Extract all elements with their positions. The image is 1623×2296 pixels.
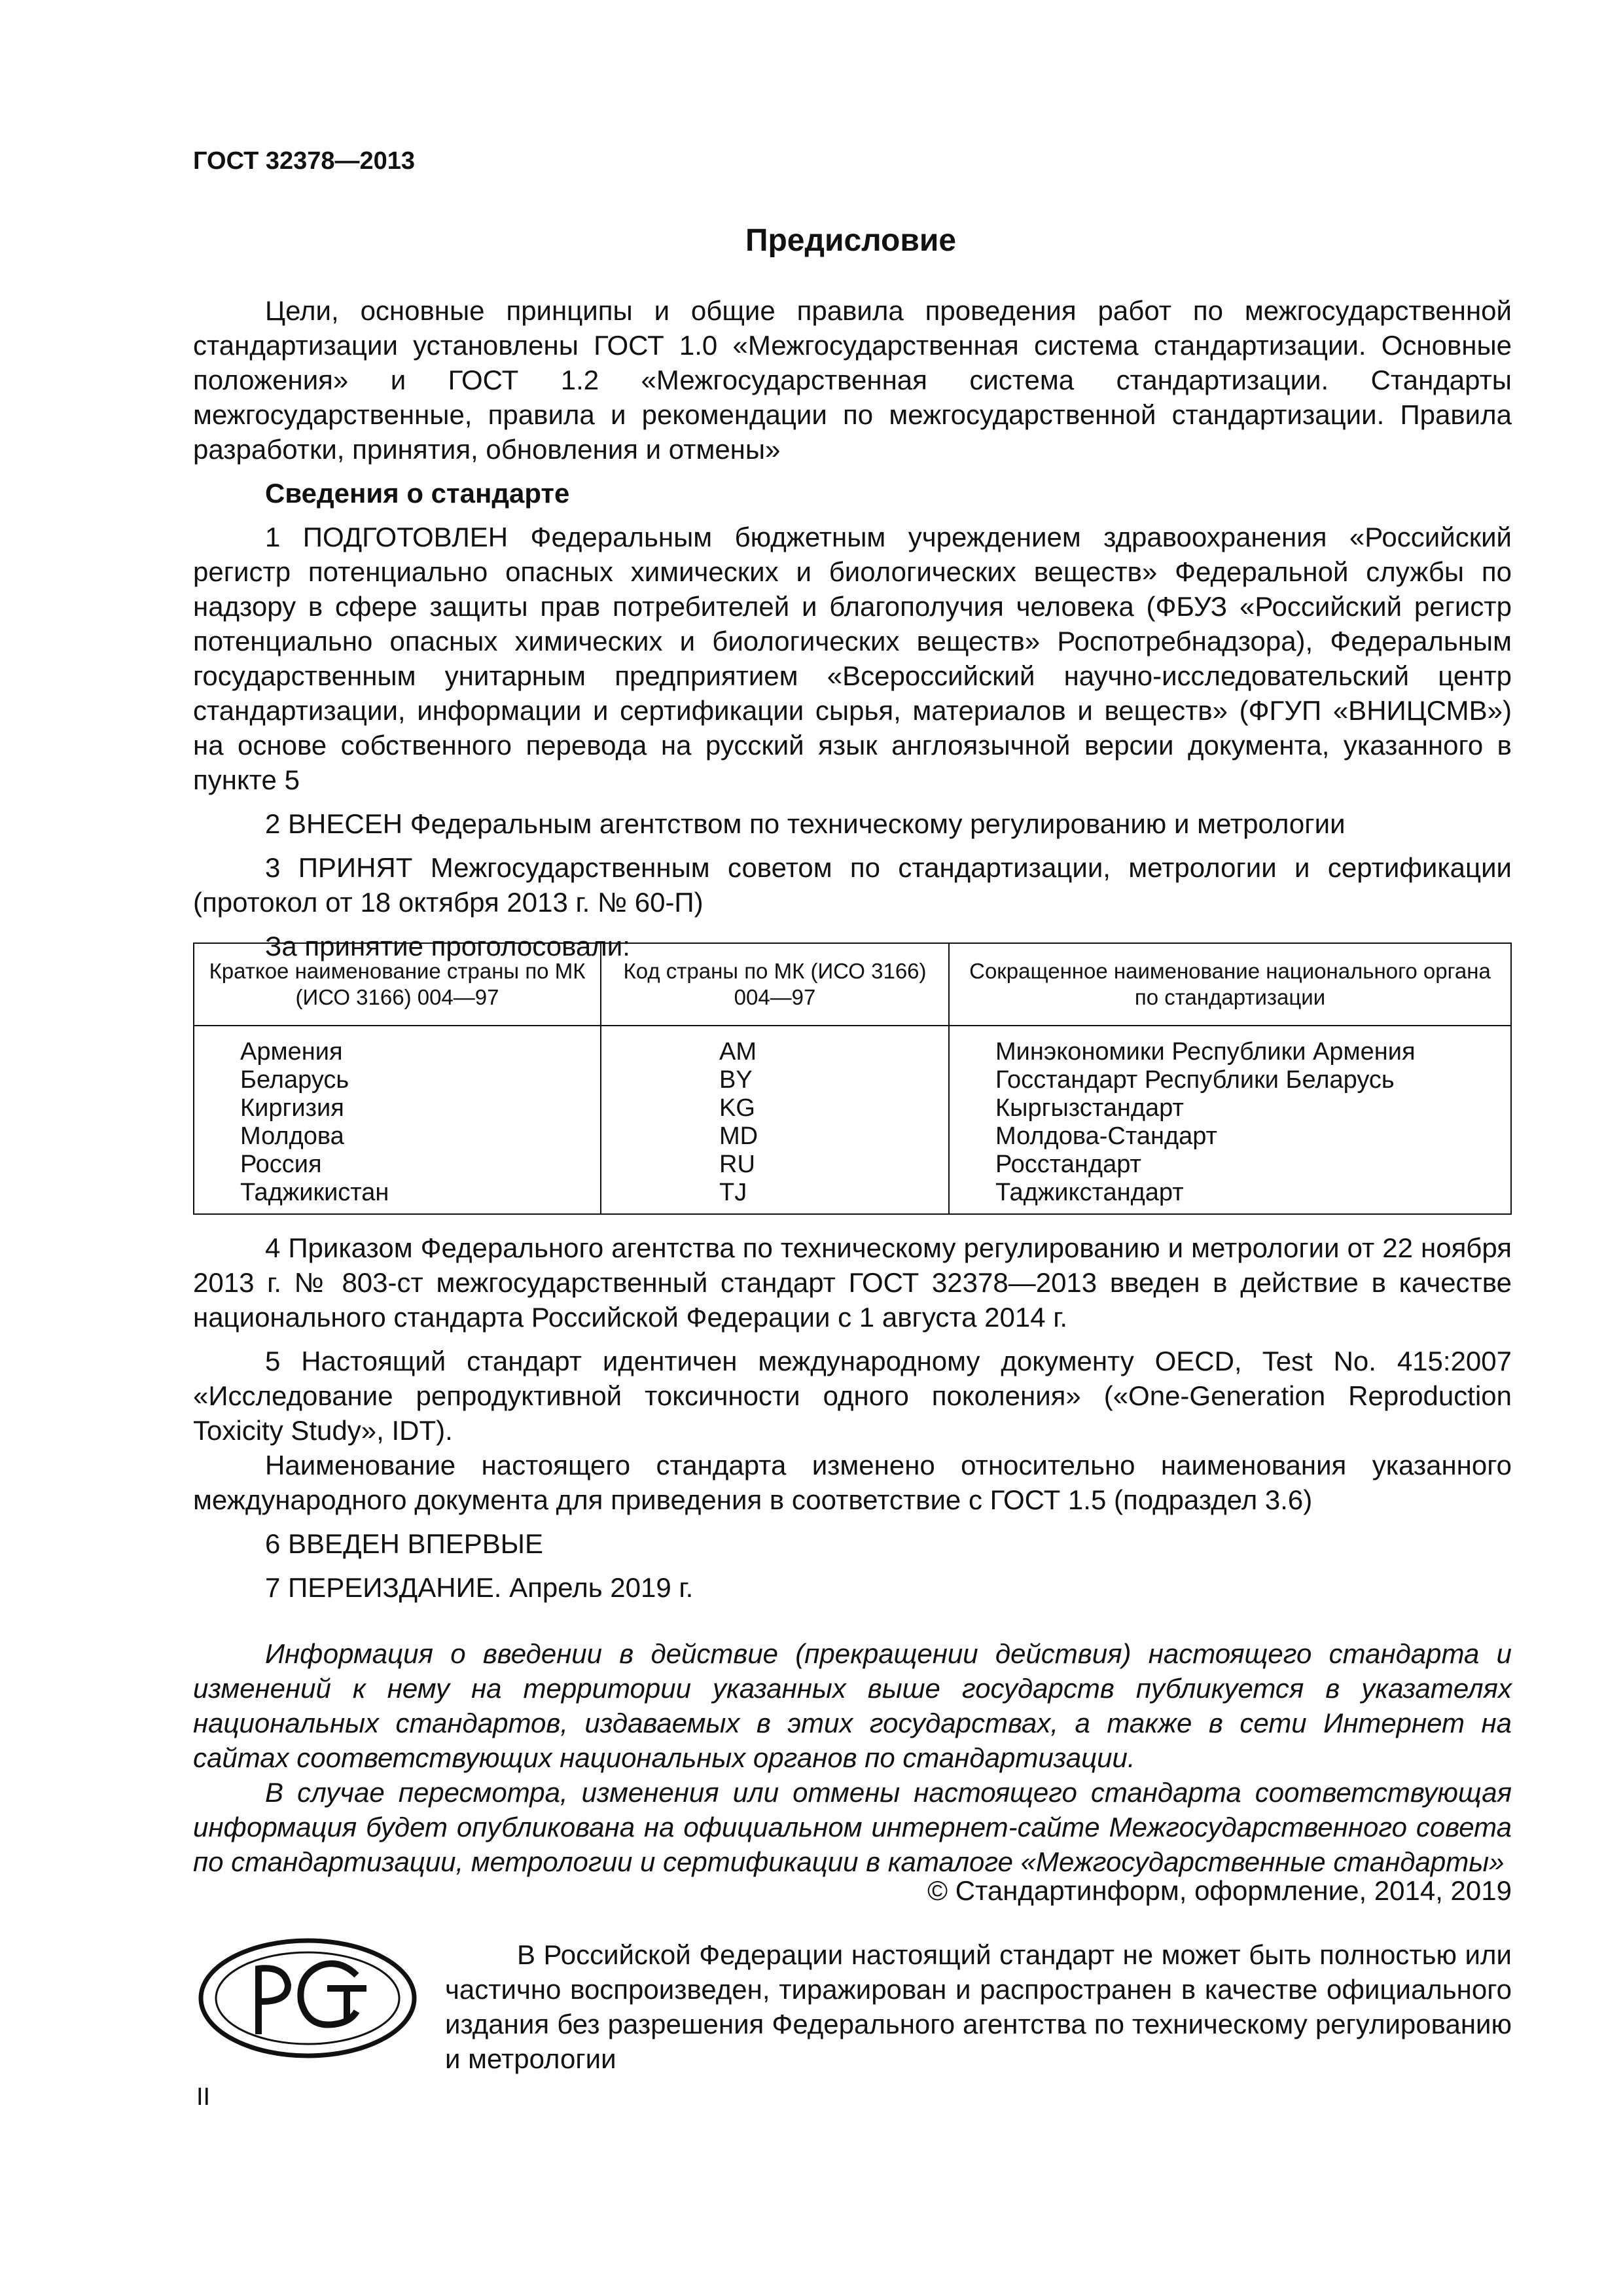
- body-cell: Кыргызстандарт: [995, 1094, 1184, 1122]
- header-code: Код страны по МК (ИСО 3166) 004—97: [601, 943, 949, 1026]
- item-3-paragraph: 3 ПРИНЯТ Межгосударственным советом по стандартизации, метрологии и сертификации (протокол от 18 октября 2013 г. № 60-П): [193, 852, 1512, 918]
- page-title: Предисловие: [745, 223, 957, 258]
- code-cell: MD: [719, 1122, 758, 1150]
- item-7-paragraph: 7 ПЕРЕИЗДАНИЕ. Апрель 2019 г.: [265, 1572, 694, 1603]
- body-cell: Таджикстандарт: [995, 1179, 1184, 1206]
- item-4-paragraph: 4 Приказом Федерального агентства по техническому регулированию и метрологии от 22 ноября 2013 г. № 803-ст межгосударственный стандарт ГОСТ 32378—2013 введен в действие в качестве национального стандарта Российской Федерации с 1 августа 2014 г.: [193, 1232, 1512, 1333]
- country-cell: Молдова: [240, 1122, 344, 1150]
- item-6-paragraph: 6 ВВЕДЕН ВПЕРВЫЕ: [265, 1528, 543, 1559]
- section-heading: Сведения о стандарте: [265, 478, 570, 509]
- code-cell: TJ: [719, 1179, 747, 1206]
- country-cell: Беларусь: [240, 1066, 349, 1094]
- pct-mark-icon: [196, 1936, 419, 2060]
- code-cell: RU: [719, 1151, 755, 1178]
- code-cell: BY: [719, 1066, 753, 1094]
- country-cell: Таджикистан: [240, 1179, 389, 1206]
- info-paragraph: Информация о введении в действие (прекращении действия) настоящего стандарта и изменений к нему на территории указанных выше государств публикуется в указателях национальных стандартов, издаваемых в этих государствах, а также в сети Интернет на сайтах соответствующих национальных органов по стандартизации.: [193, 1638, 1512, 1773]
- body-cell: Госстандарт Республики Беларусь: [995, 1066, 1395, 1094]
- header-country: Краткое наименование страны по МК (ИСО 3166) 004—97: [194, 943, 601, 1026]
- item-5-paragraph: 5 Настоящий стандарт идентичен международному документу OECD, Test No. 415:2007 «Исследование репродуктивной токсичности одного поколения» («One-Generation Reproduction Toxicity Study», IDT).: [193, 1346, 1512, 1446]
- item-5-note: Наименование настоящего стандарта изменено относительно наименования указанного международного документа для приведения в соответствие с ГОСТ 1.5 (подраздел 3.6): [193, 1450, 1512, 1515]
- country-cell: Россия: [240, 1151, 322, 1178]
- country-cell: Армения: [240, 1038, 343, 1066]
- item-1-paragraph: 1 ПОДГОТОВЛЕН Федеральным бюджетным учреждением здравоохранения «Российский регистр потенциально опасных химических и биологических веществ» Федеральной службы по надзору в сфере защиты прав потребителей и благополучия человека (ФБУЗ «Российский регистр потенциально опасных химических и биологических веществ» Роспотребнадзора), Федеральным государственным унитарным предприятием «Всероссийский научно-исследовательский центр стандартизации, информации и сертификации сырья, материалов и веществ» (ФГУП «ВНИЦСМВ») на основе собственного перевода на русский язык англоязычной версии документа, указанного в пункте 5: [193, 522, 1512, 795]
- table-header-row: [194, 943, 1511, 1026]
- code-cell: KG: [719, 1094, 755, 1122]
- votes-label: За принятие проголосовали:: [265, 931, 630, 961]
- document-code: ГОСТ 32378—2013: [193, 147, 416, 175]
- body-cell: Минэкономики Республики Армения: [995, 1038, 1416, 1066]
- legal-notice: В Российской Федерации настоящий стандарт не может быть полностью или частично воспроизведен, тиражирован и распространен в качестве официального издания без разрешения Федерального агентства по техническому регулированию и метрологии: [445, 1939, 1512, 2074]
- code-cell: AM: [719, 1038, 757, 1066]
- body-cell: Росстандарт: [995, 1151, 1141, 1178]
- body-cell: Молдова-Стандарт: [995, 1122, 1217, 1150]
- info-paragraph: В случае пересмотра, изменения или отмены настоящего стандарта соответствующая информация будет опубликована на официальном интернет-сайте Межгосударственного совета по стандартизации, метрологии и сертификации в каталоге «Межгосударственные стандарты»: [193, 1777, 1512, 1877]
- intro-block: [193, 293, 1512, 963]
- country-cell: Киргизия: [240, 1094, 344, 1122]
- body-column: [949, 1026, 1511, 1214]
- copyright-line: © Стандартинформ, оформление, 2014, 2019: [927, 1875, 1512, 1906]
- header-body: Сокращенное наименование национального органа по стандартизации: [949, 943, 1511, 1026]
- code-column: [601, 1026, 949, 1214]
- item-2-paragraph: 2 ВНЕСЕН Федеральным агентством по техническому регулированию и метрологии: [265, 808, 1346, 839]
- intro-paragraph: Цели, основные принципы и общие правила проведения работ по межгосударственной стандартизации установлены ГОСТ 1.0 «Межгосударственная система стандартизации. Основные положения» и ГОСТ 1.2 «Межгосударственная система стандартизации. Стандарты межгосударственные, правила и рекомендации по межгосударственной стандартизации. Правила разработки, принятия, обновления и отмены»: [193, 295, 1512, 465]
- page-number: II: [196, 2083, 211, 2111]
- table-row: [194, 1026, 1511, 1214]
- voting-table: [193, 942, 1512, 1215]
- info-block: [193, 1636, 1512, 1879]
- country-column: [194, 1026, 601, 1214]
- items-continued-block: [193, 1230, 1512, 1605]
